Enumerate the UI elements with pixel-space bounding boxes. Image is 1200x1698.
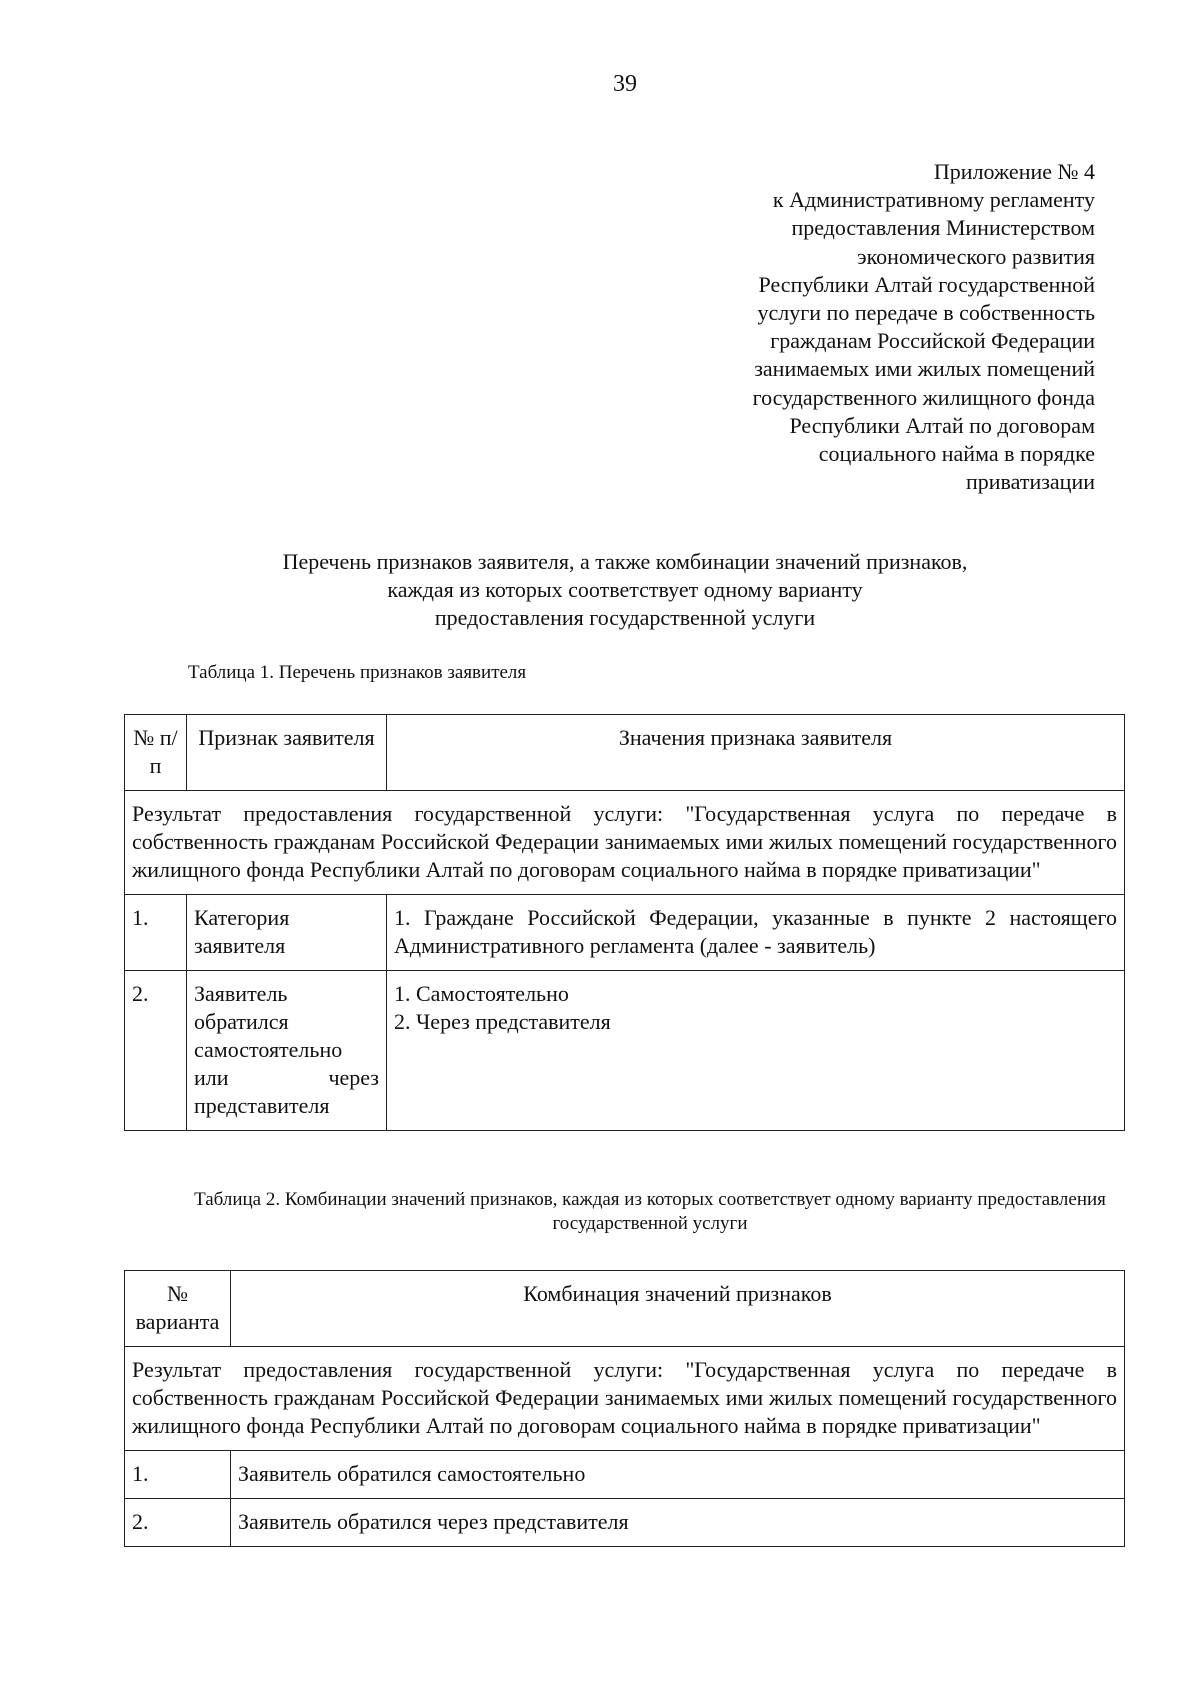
title-line: каждая из которых соответствует одному варианту [387, 577, 863, 602]
row-feature: Заявитель обратился самостоятельно или через представителя [187, 971, 387, 1131]
document-title [0, 548, 1200, 632]
result-text: Результат предоставления государственной услуги: "Государственная услуга по передаче в собственность гражданам Российской Федерации занимаемых ими жилых помещений государственного жилищного фонда Республики Алтай по договорам социального найма в порядке приватизации" [125, 1347, 1125, 1451]
header-feature: Признак заявителя [187, 715, 387, 791]
appendix-line: гражданам Российской Федерации [770, 328, 1095, 354]
table-row [125, 971, 1125, 1131]
table-row [125, 1451, 1125, 1499]
row-num: 1. [125, 895, 187, 971]
row-combination: Заявитель обратился через представителя [231, 1499, 1125, 1547]
appendix-line: услуги по передаче в собственность [757, 300, 1095, 326]
table2-caption: Таблица 2. Комбинации значений признаков, каждая из которых соответствует одному варианту предоставления государственной услуги [194, 1189, 1106, 1234]
row-values: 1. Граждане Российской Федерации, указанные в пункте 2 настоящего Административного регламента (далее - заявитель) [387, 895, 1125, 971]
page-number: 39 [613, 71, 637, 97]
table1-applicant-features [124, 714, 1125, 1131]
appendix-line: государственного жилищного фонда [752, 384, 1095, 410]
row-values: 1. Самостоятельно 2. Через представителя [387, 971, 1125, 1131]
header-values: Значения признака заявителя [387, 715, 1125, 791]
table-row [125, 1499, 1125, 1547]
row-combination: Заявитель обратился самостоятельно [231, 1451, 1125, 1499]
title-line: Перечень признаков заявителя, а также комбинации значений признаков, [282, 549, 968, 574]
result-text: Результат предоставления государственной услуги: "Государственная услуга по передаче в собственность гражданам Российской Федерации занимаемых ими жилых помещений государственного жилищного фонда Республики Алтай по договорам социального найма в порядке приватизации" [125, 791, 1125, 895]
appendix-line: экономического развития [857, 243, 1095, 269]
table-header-row [125, 1271, 1125, 1347]
appendix-line: социального найма в порядке [818, 441, 1095, 467]
table-header-row [125, 715, 1125, 791]
appendix-line: Республики Алтай по договорам [789, 412, 1095, 438]
header-variant-num: № варианта [125, 1271, 231, 1347]
row-feature: Категория заявителя [187, 895, 387, 971]
appendix-line: Республики Алтай государственной [758, 271, 1095, 297]
table-row [125, 1347, 1125, 1451]
appendix-line: приватизации [965, 469, 1095, 495]
header-combination: Комбинация значений признаков [231, 1271, 1125, 1347]
header-num: № п/п [125, 715, 187, 791]
row-num: 2. [125, 1499, 231, 1547]
appendix-line: Приложение № 4 [933, 159, 1095, 184]
row-num: 2. [125, 971, 187, 1131]
title-line: предоставления государственной услуги [434, 605, 816, 630]
table2-feature-combinations [124, 1270, 1125, 1547]
appendix-line: занимаемых ими жилых помещений [754, 356, 1095, 382]
table1-caption: Таблица 1. Перечень признаков заявителя [188, 662, 527, 683]
appendix-line: к Административному регламенту [772, 187, 1095, 213]
table-row [125, 895, 1125, 971]
appendix-block [595, 158, 1095, 496]
table-row [125, 791, 1125, 895]
row-num: 1. [125, 1451, 231, 1499]
appendix-line: предоставления Министерством [791, 215, 1095, 241]
